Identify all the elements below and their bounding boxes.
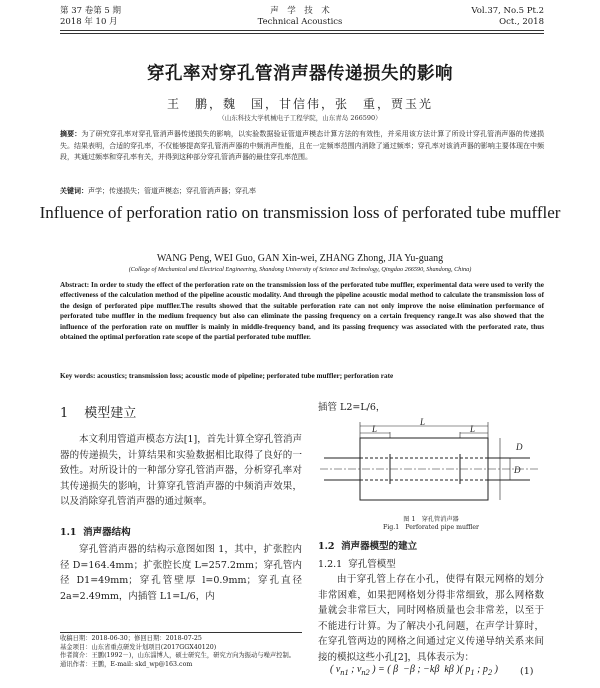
paper-title-en: Influence of perforation ratio on transmission loss of perforated tube muffler	[39, 203, 561, 222]
equation-number: (1)	[520, 666, 534, 677]
abstract-en-text: In order to study the effect of the perforation rate on the transmission loss of the perforated tube muffler, experimental data were used to verify the effectiveness of the calculation method of the pipeline acoustic modality. And through the pipeline acoustic modal method to calculate the transmission loss of the design of perforated pipe muffler.The results showed that the suitable perforation rate can not only improve the noise elimination performance of perforated tube muffler in the medium frequency but also can eliminate the passing frequency on a certain frequency range.It was also showed that the influence of the perforation rate on muffler is mainly in middle-frequency band, and its passing frequency was associated with the perforated rate, thus obtained the optimal perforation rate scope of the partial perforated tube muffler.	[60, 281, 544, 342]
subsection-heading-1-1	[60, 524, 302, 538]
journal-volume-en: Vol.37, No.5 Pt.2	[471, 6, 544, 16]
keywords-cn-text: 声学；传递损失；管道声模态；穿孔管消声器；穿孔率	[88, 187, 256, 195]
journal-date: 2018 年 10 月	[60, 17, 118, 27]
dim-label-L2: L	[470, 424, 476, 434]
dim-label-D1: D	[514, 465, 521, 475]
keywords-en-label: Key words:	[60, 372, 96, 380]
footnote-rule	[60, 632, 302, 633]
section-heading	[60, 402, 136, 421]
header-rule-thin	[60, 33, 544, 34]
section-title: 模型建立	[84, 406, 137, 421]
paragraph-intro: 本文利用管道声模态方法[1]，首先计算全穿孔管消声器的传递损失，计算结果和实验数据相比取得了良好的一致性。对所设计的一种部分穿孔管消声器，分析穿孔率对其传递损失的影响，计算穿孔管消声器的中频消声效果，以及消除穿孔管消声器的通过频率。	[60, 434, 302, 508]
header-rule	[60, 30, 544, 31]
authors-cn: 王 鹏，魏 国，甘信伟，张 重，贾玉光	[166, 97, 433, 111]
footnote	[60, 635, 302, 669]
footnote-contact: 通讯作者：王鹏，E-mail: skd_wp@163.com	[60, 660, 193, 668]
subsection-title: 消声器结构	[83, 527, 131, 538]
affiliation-en: (College of Mechanical and Electrical Engineering, Shandong University of Science and Technology, Qingdao 266590, Shandong, China)	[128, 266, 472, 273]
footnote-fund: 基金项目：山东省重点研发计划项目(2017GGX40120)	[60, 643, 217, 651]
abstract-cn-text: 为了研究穿孔率对穿孔管消声器传递损失的影响，以实验数据验证管道声模态计算方法的有效性，并采用该方法计算了所设计穿孔管消声器的传递损失。结果表明，合适的穿孔率，不仅能够提高穿孔管消声器的中频消声性能，且在一定频率范围内消除了通过频率；穿孔率对该消声器的影响主要体现在中频段，其通过频率和穿孔率有关，并得到这种部分穿孔管消声器的最佳穿孔率范围。	[60, 130, 544, 162]
footnote-author: 作者简介：王鹏(1992－)，山东淄博人，硕士研究生，研究方向为振动与噪声控制。	[60, 652, 296, 660]
subsection-heading-1-2	[318, 538, 544, 552]
figure-caption-en: Fig.1 Perforated pipe muffler	[383, 524, 479, 531]
abstract-cn	[60, 128, 544, 164]
keywords-en	[60, 372, 544, 380]
figure-muffler-diagram	[320, 418, 542, 514]
equation-1: ( $v_{n1}$ ; $v_{n2}$ ) = ( β −β ; −kβ kβ )( $p_1$ ; $p_2$ )	[330, 664, 498, 677]
subsection-title: 消声器模型的建立	[341, 541, 418, 552]
subsection-title: 穿孔管模型	[348, 559, 396, 570]
footnote-received: 收稿日期：2018-06-30；修回日期：2018-07-25	[60, 635, 202, 642]
journal-date-en: Oct., 2018	[499, 17, 544, 27]
subsection-heading-1-2-1	[318, 556, 544, 570]
keywords-cn	[60, 186, 544, 196]
section-number: 1	[60, 406, 69, 421]
dim-label-L1: L	[372, 424, 378, 434]
affiliation-cn: （山东科技大学机械电子工程学院，山东青岛 266590）	[218, 114, 382, 122]
authors-en: WANG Peng, WEI Guo, GAN Xin-wei, ZHANG Zhong, JIA Yu-guang	[156, 253, 444, 264]
subsection-number: 1.1	[60, 527, 77, 538]
journal-volume: 第 37 卷第 5 期	[60, 6, 122, 16]
paragraph-structure: 穿孔管消声器的结构示意图如图 1，其中，扩张腔内径 D=164.4mm；扩张腔长度 L=257.2mm；穿孔管内径 D1=49mm；穿孔管壁厚 l=0.9mm；穿孔直径 2a=2.49mm，内插管 L1=L/6，内	[60, 544, 302, 602]
paragraph-perforated-model: 由于穿孔管上存在小孔，使得有限元网格的划分非常困难，如果把网格划分得非常细致，那么网格数量就会非常巨大，同时网格质量也会非常差，以至于不能进行计算。为了解决小孔问题，在声学计算时，在穿孔管两边的网格之间通过定义传递导纳关系来间接的模拟这些小孔[2]，具体表示为：	[318, 574, 544, 662]
abstract-en-label: Abstract:	[60, 281, 90, 289]
keywords-en-text: acoustics; transmission loss; acoustic mode of pipeline; perforated tube muffler; perforation rate	[95, 372, 394, 380]
abstract-en	[60, 280, 544, 342]
figure-caption	[318, 516, 544, 532]
subsection-number: 1.2.1	[318, 559, 343, 570]
journal-name-en: Technical Acoustics	[257, 17, 343, 27]
journal-name-cn: 声 学 技 术	[270, 6, 330, 16]
paper-title-cn: 穿孔率对穿孔管消声器传递损失的影响	[147, 64, 453, 84]
figure-caption-cn: 图 1 穿孔管消声器	[403, 516, 459, 523]
dim-label-L: L	[420, 418, 426, 427]
dim-label-D: D	[516, 442, 523, 452]
subsection-number: 1.2	[318, 541, 335, 552]
keywords-cn-label: 关键词：	[60, 186, 88, 195]
abstract-cn-label: 摘要：	[60, 129, 82, 138]
paragraph-continued: 插管 L2=L/6，	[318, 402, 386, 413]
